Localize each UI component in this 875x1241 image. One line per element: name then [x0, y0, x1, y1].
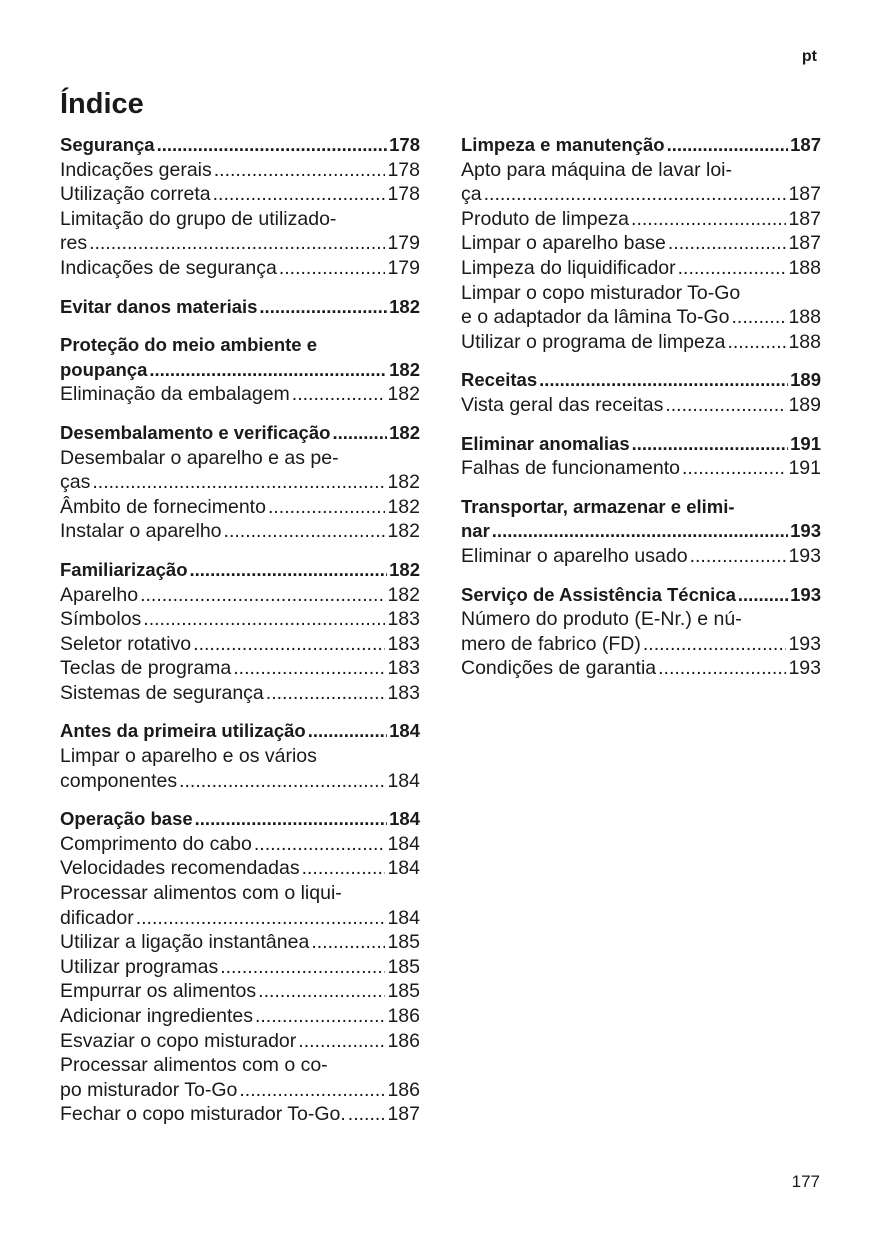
toc-entry-page: 182 — [387, 583, 420, 606]
toc-entry-line: Limitação do grupo de utilizado- — [60, 207, 337, 230]
toc-entry-page: 185 — [387, 980, 420, 1003]
dot-leader — [258, 979, 385, 1004]
dot-leader — [738, 583, 788, 608]
toc-section-heading-page: 193 — [790, 583, 821, 605]
toc-entry-title: Condições de garantia — [461, 657, 657, 680]
toc-entry-title: Utilizar o programa de limpeza — [461, 330, 726, 353]
toc-section-heading[interactable] — [60, 295, 420, 320]
toc-section-heading[interactable] — [461, 133, 821, 158]
toc-section — [60, 295, 420, 320]
toc-entry[interactable] — [461, 456, 821, 481]
toc-entry[interactable] — [60, 231, 420, 256]
toc-entry[interactable] — [60, 583, 420, 608]
toc-entry[interactable] — [461, 305, 821, 330]
dot-leader — [140, 583, 385, 608]
toc-entry-line: Desembalar o aparelho e as pe- — [60, 446, 339, 469]
toc-entry-page: 183 — [387, 657, 420, 680]
toc-section-heading[interactable] — [461, 583, 821, 608]
toc-entry[interactable] — [60, 656, 420, 681]
dot-leader — [89, 231, 385, 256]
toc-entry[interactable] — [461, 182, 821, 207]
dot-leader — [279, 256, 386, 281]
toc-entry-title: Âmbito de fornecimento — [60, 495, 266, 518]
toc-section-heading-page: 182 — [389, 421, 420, 443]
toc-entry-page: 186 — [387, 1078, 420, 1101]
toc-section-heading-title: Eliminar anomalias — [461, 432, 630, 454]
dot-leader — [727, 330, 786, 355]
toc-entry-page: 182 — [387, 383, 420, 406]
toc-entry[interactable] — [461, 231, 821, 256]
toc-section-heading-title: Evitar danos materiais — [60, 295, 258, 317]
toc-entry-page: 184 — [387, 769, 420, 792]
toc-section-heading-page: 191 — [790, 432, 821, 454]
toc-entry-title: Falhas de funcionamento — [461, 457, 680, 480]
dot-leader — [292, 382, 386, 407]
toc-section — [461, 432, 821, 481]
dot-leader — [214, 158, 386, 183]
dot-leader — [682, 456, 786, 481]
toc-entry-title: Vista geral das receitas — [461, 393, 664, 416]
toc-entry-title: ças — [60, 471, 91, 494]
dot-leader — [302, 856, 386, 881]
toc-entry[interactable] — [461, 632, 821, 657]
toc-section-heading-line: Proteção do meio ambiente e — [60, 334, 318, 356]
toc-entry-title: Produto de limpeza — [461, 207, 630, 230]
dot-leader — [308, 719, 387, 744]
dot-leader — [732, 305, 787, 330]
dot-leader — [193, 632, 385, 657]
toc-entry-page: 186 — [387, 1029, 420, 1052]
toc-section-heading[interactable] — [60, 719, 420, 744]
toc-section-heading-page: 193 — [790, 520, 821, 542]
toc-entry-page: 188 — [788, 330, 821, 353]
toc-section-heading[interactable] — [461, 519, 821, 544]
toc-entry-title: mero de fabrico (FD) — [461, 632, 641, 655]
toc-entry-title: Sistemas de segurança — [60, 681, 264, 704]
dot-leader — [690, 544, 787, 569]
toc-entry-title: Indicações de segurança — [60, 256, 277, 279]
toc-entry-title: e o adaptador da lâmina To-Go — [461, 306, 730, 329]
toc-entry-page: 183 — [387, 681, 420, 704]
toc-section — [60, 133, 420, 281]
toc-right-column — [461, 133, 821, 695]
dot-leader — [92, 470, 385, 495]
toc-entry-page: 187 — [788, 207, 821, 230]
toc-entry-title: Esvaziar o copo misturador — [60, 1029, 297, 1052]
toc-entry[interactable] — [60, 1004, 420, 1029]
toc-entry-page: 183 — [387, 608, 420, 631]
toc-entry-title: Comprimento do cabo — [60, 832, 252, 855]
toc-entry[interactable] — [60, 930, 420, 955]
toc-entry[interactable] — [461, 393, 821, 418]
toc-section-heading-page: 189 — [790, 369, 821, 391]
dot-leader — [268, 495, 386, 520]
toc-entry-title: Limpeza do liquidificador — [461, 256, 676, 279]
toc-section-heading-page: 187 — [790, 134, 821, 155]
toc-entry-title: Símbolos — [60, 608, 142, 631]
toc-entry-page: 191 — [788, 457, 821, 480]
toc-section-heading-title: Serviço de Assistência Técnica — [461, 583, 736, 605]
dot-leader — [179, 769, 385, 794]
toc-entry-title: po misturador To-Go — [60, 1078, 238, 1101]
toc-entry-page: 179 — [387, 256, 420, 279]
toc-entry-page: 184 — [387, 857, 420, 880]
toc-entry-title: Indicações gerais — [60, 158, 212, 181]
toc-entry[interactable] — [60, 470, 420, 495]
dot-leader — [254, 832, 386, 857]
dot-leader — [665, 393, 786, 418]
toc-entry-title: Utilizar programas — [60, 955, 219, 978]
toc-entry[interactable] — [60, 1078, 420, 1103]
dot-leader — [195, 807, 387, 832]
toc-entry-title: Teclas de programa — [60, 657, 232, 680]
toc-entry[interactable] — [60, 906, 420, 931]
toc-section-heading-page: 184 — [389, 808, 420, 830]
toc-entry-page: 185 — [387, 955, 420, 978]
dot-leader — [658, 656, 786, 681]
toc-entry-line: Limpar o copo misturador To-Go — [461, 281, 741, 304]
dot-leader — [668, 231, 787, 256]
toc-entry[interactable] — [60, 1102, 420, 1127]
dot-leader — [255, 1004, 386, 1029]
toc-entry[interactable] — [60, 769, 420, 794]
toc-section-heading[interactable] — [461, 432, 821, 457]
toc-entry-page: 184 — [387, 832, 420, 855]
toc-entry[interactable] — [60, 832, 420, 857]
toc-section — [60, 719, 420, 793]
toc-entry[interactable] — [461, 330, 821, 355]
dot-leader — [667, 133, 789, 158]
dot-leader — [224, 519, 386, 544]
toc-entry[interactable] — [461, 256, 821, 281]
toc-entry[interactable] — [461, 656, 821, 681]
dot-leader — [298, 1029, 385, 1054]
toc-section-heading-title: Desembalamento e verificação — [60, 421, 331, 443]
toc-entry-title: Fechar o copo misturador To-Go. — [60, 1103, 346, 1126]
toc-entry-title: Adicionar ingredientes — [60, 1005, 253, 1027]
toc-section — [461, 583, 821, 681]
toc-section-heading-page: 182 — [389, 358, 420, 380]
toc-entry-title: res — [60, 232, 88, 255]
dot-leader — [539, 368, 788, 393]
dot-leader — [332, 421, 387, 446]
toc-entry[interactable] — [60, 979, 420, 1004]
toc-entry[interactable] — [60, 681, 420, 706]
toc-section-heading-page: 182 — [389, 295, 420, 317]
dot-leader — [136, 906, 386, 931]
dot-leader — [239, 1078, 385, 1103]
toc-entry-title: Utilizar a ligação instantânea — [60, 931, 310, 954]
page-title: Índice — [60, 88, 144, 120]
toc-section-heading-page: 182 — [389, 558, 420, 580]
toc-section-heading[interactable] — [60, 133, 420, 158]
toc-entry[interactable] — [60, 495, 420, 520]
toc-entry-page: 188 — [788, 256, 821, 279]
dot-leader — [492, 519, 788, 544]
toc-entry-page: 185 — [387, 931, 420, 954]
toc-entry-title: dificador — [60, 906, 134, 929]
dot-leader — [678, 256, 787, 281]
toc-entry-page: 187 — [788, 183, 821, 206]
toc-entry-page: 193 — [788, 544, 821, 567]
toc-entry[interactable] — [60, 158, 420, 183]
toc-entry[interactable] — [461, 544, 821, 569]
toc-entry-page: 193 — [788, 657, 821, 680]
toc-section — [461, 368, 821, 417]
dot-leader — [190, 558, 388, 583]
toc-entry-title: Velocidades recomendadas — [60, 857, 300, 880]
toc-entry[interactable] — [60, 1029, 420, 1054]
toc-entry-page: 186 — [387, 1005, 420, 1027]
dot-leader — [149, 358, 387, 383]
toc-entry-title: Aparelho — [60, 583, 139, 606]
toc-section-heading-title: Limpeza e manutenção — [461, 134, 665, 155]
toc-entry-line: Apto para máquina de lavar loi- — [461, 158, 732, 181]
toc-entry[interactable] — [60, 256, 420, 281]
toc-section — [60, 807, 420, 1127]
toc-entry-page: 187 — [387, 1103, 420, 1126]
dot-leader — [643, 632, 787, 657]
toc-entry[interactable] — [60, 182, 420, 207]
toc-section-heading-page: 178 — [389, 134, 420, 155]
toc-section-heading-title: Segurança — [60, 134, 155, 155]
toc-entry-page: 188 — [788, 306, 821, 329]
toc-entry-page: 182 — [387, 471, 420, 494]
toc-section — [461, 133, 821, 354]
dot-leader — [631, 207, 786, 232]
toc-entry[interactable] — [60, 607, 420, 632]
toc-section — [60, 558, 420, 706]
toc-entry-line: Limpar o aparelho e os vários — [60, 745, 317, 768]
toc-entry-page: 182 — [387, 495, 420, 518]
toc-entry-title: Empurrar os alimentos — [60, 980, 257, 1003]
dot-leader — [484, 182, 787, 207]
toc-entry-title: ça — [461, 183, 482, 206]
toc-entry-page: 182 — [387, 520, 420, 543]
toc-entry-page: 178 — [387, 183, 420, 206]
dot-leader — [632, 432, 789, 457]
toc-section — [461, 495, 821, 569]
toc-left-column — [60, 133, 420, 1141]
dot-leader — [220, 955, 385, 980]
toc-entry-page: 183 — [387, 632, 420, 655]
toc-entry-title: Limpar o aparelho base — [461, 232, 666, 255]
toc-section-heading[interactable] — [60, 807, 420, 832]
toc-entry-page: 193 — [788, 632, 821, 655]
toc-entry-page: 179 — [387, 232, 420, 255]
toc-entry[interactable] — [60, 856, 420, 881]
toc-section — [60, 333, 420, 407]
toc-section-heading[interactable] — [60, 558, 420, 583]
toc-entry-line: Processar alimentos com o liqui- — [60, 882, 342, 905]
toc-section-heading-title: Receitas — [461, 369, 538, 391]
dot-leader — [311, 930, 385, 955]
dot-leader — [213, 182, 386, 207]
page-number: 177 — [791, 1172, 820, 1191]
toc-section-heading[interactable] — [60, 358, 420, 383]
toc-section-heading-title: Operação base — [60, 808, 193, 830]
toc-entry-title: Seletor rotativo — [60, 632, 192, 655]
toc-section-heading-page: 184 — [389, 720, 420, 742]
toc-entry-line: Número do produto (E-Nr.) e nú- — [461, 608, 742, 631]
dot-leader — [259, 295, 387, 320]
toc-entry-page: 189 — [788, 393, 821, 416]
toc-entry[interactable] — [461, 207, 821, 232]
toc-entry-title: Utilização correta — [60, 183, 211, 206]
dot-leader — [233, 656, 385, 681]
toc-entry[interactable] — [60, 382, 420, 407]
dot-leader — [143, 607, 385, 632]
toc-section-heading[interactable] — [60, 421, 420, 446]
toc-section — [60, 421, 420, 544]
toc-entry[interactable] — [60, 519, 420, 544]
toc-section-heading[interactable] — [461, 368, 821, 393]
toc-entry-title: Eliminar o aparelho usado — [461, 544, 688, 567]
toc-entry-page: 178 — [387, 158, 420, 181]
dot-leader — [266, 681, 386, 706]
toc-section-heading-title: Antes da primeira utilização — [60, 720, 306, 742]
toc-entry-line: Processar alimentos com o co- — [60, 1054, 328, 1077]
toc-entry-page: 184 — [387, 906, 420, 929]
toc-entry-title: componentes — [60, 769, 178, 792]
toc-entry-title: Instalar o aparelho — [60, 520, 222, 543]
language-tag: pt — [801, 48, 817, 65]
dot-leader — [157, 133, 388, 158]
toc-entry[interactable] — [60, 632, 420, 657]
toc-entry-page: 187 — [788, 232, 821, 255]
toc-entry[interactable] — [60, 955, 420, 980]
toc-section-heading-title: poupança — [60, 358, 148, 380]
toc-section-heading-title: Familiarização — [60, 558, 188, 580]
toc-entry-title: Eliminação da embalagem — [60, 383, 290, 406]
toc-section-heading-title: nar — [461, 520, 490, 542]
toc-section-heading-line: Transportar, armazenar e elimi- — [461, 495, 735, 517]
dot-leader — [348, 1102, 386, 1127]
